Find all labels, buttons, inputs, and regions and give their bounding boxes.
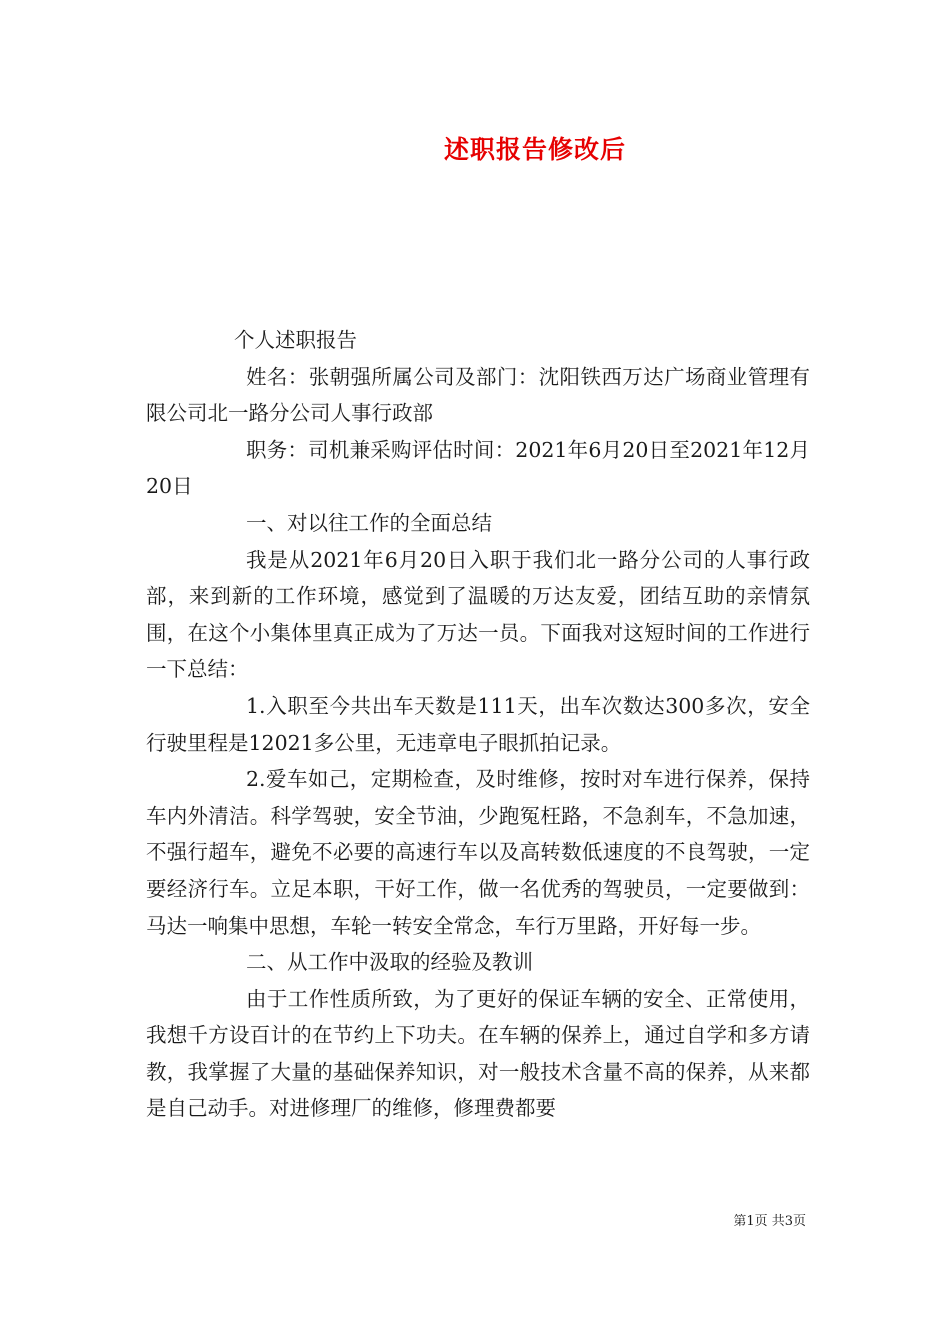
report-heading: 个人述职报告 xyxy=(234,328,357,352)
paragraph: 我是从2021年6月20日入职于我们北一路分公司的人事行政部，来到新的工作环境，感觉到了温暖的万达友爱，团结互助的亲情氛围，在这个小集体里真正成为了万达一员。下面我对这短时间的工作进行一下总结： xyxy=(146,547,810,682)
section-heading-2: 二、从工作中汲取的经验及教训 xyxy=(246,950,533,975)
paragraph: 1.入职至今共出车天数是111天，出车次数达300多次，安全行驶里程是12021多公里，无违章电子眼抓拍记录。 xyxy=(146,693,810,755)
position-and-period: 职务：司机兼采购评估时间：2021年6月20日至2021年12月20日 xyxy=(146,437,810,499)
section-heading-1: 一、对以往工作的全面总结 xyxy=(246,510,492,535)
name-and-department: 姓名：张朝强所属公司及部门：沈阳铁西万达广场商业管理有限公司北一路分公司人事行政部 xyxy=(146,364,810,426)
paragraph: 2.爱车如己，定期检查，及时维修，按时对车进行保养，保持车内外清洁。科学驾驶，安全节油，少跑冤枉路，不急刹车，不急加速，不强行超车，避免不必要的高速行车以及高转数低速度的不良驾驶，一定要经济行车。立足本职，干好工作，做一名优秀的驾驶员，一定要做到：马达一响集中思想，车轮一转安全常念，车行万里路，开好每一步。 xyxy=(146,767,810,938)
document-body xyxy=(146,322,810,1127)
page-number: 第1页 共3页 xyxy=(733,1214,806,1229)
paragraph: 由于工作性质所致，为了更好的保证车辆的安全、正常使用，我想千方设百计的在节约上下功夫。在车辆的保养上，通过自学和多方请教，我掌握了大量的基础保养知识，对一般技术含量不高的保养，从来都是自己动手。对进修理厂的维修，修理费都要 xyxy=(146,986,810,1121)
document-title: 述职报告修改后 xyxy=(443,135,626,164)
